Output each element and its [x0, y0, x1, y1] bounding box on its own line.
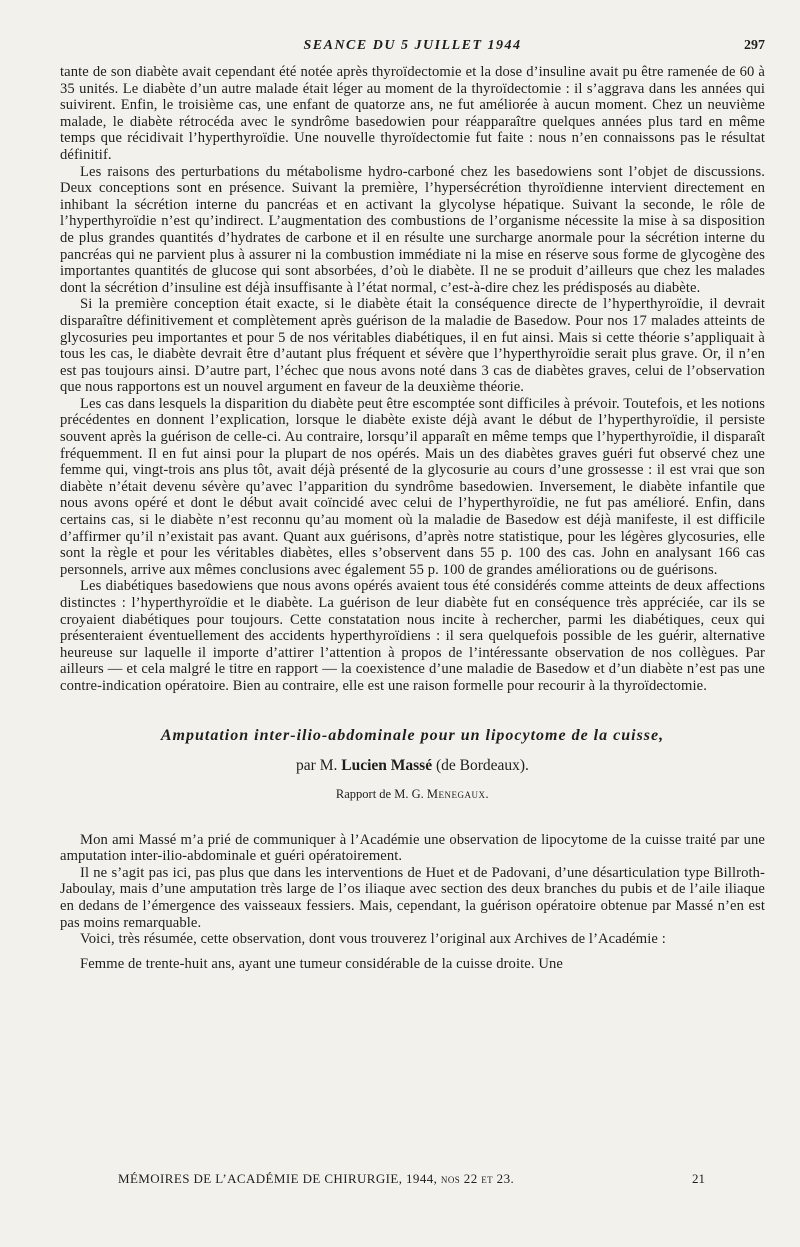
paragraph: Les cas dans lesquels la disparition du diabète peut être escomptée sont difficiles à prévoir. Toutefois, et les notions précédentes en donnent l’explication, lorsque le diabète existe déjà avant le début de l’hyperthyroïdie, il persiste souvent après la guérison de celle-ci. Au contraire, lorsqu’il apparaît en même temps que l’hyperthyroïdie, il disparaît fréquemment. Il en fut ainsi pour la plupart de nos opérés. Mais un des diabètes graves guéri fut observé chez une femme qui, vingt-trois ans plus tôt, avait déjà présenté de la glycosurie au cours d’une grossesse : il est vrai que son diabète n’était devenu sévère qu’avec l’apparition du syndrôme basedowien. Inversement, le diabète infantile que nous avons opéré et dont le début avait coïncidé avec celui de l’hyperthyroïdie, ne fut pas amélioré. Enfin, dans certains cas, si le diabète n’est reconnu qu’au moment où la maladie de Basedow est déjà manifeste, il est difficile d’affirmer qu’il n’existait pas avant. Quant aux guérisons, d’après notre statistique, pour les légères glycosuries, elle sont la règle et pour les véritables diabètes, elles s’observent dans 55 p. 100 des cas. John en analysant 166 cas personnels, arrive aux mêmes conclusions avec également 55 p. 100 de grandes améliorations ou de guérisons. [60, 395, 765, 578]
running-header [60, 38, 765, 64]
journal-citation: MÉMOIRES DE L’ACADÉMIE DE CHIRURGIE, 1944, nos 22 et 23. [118, 1171, 515, 1186]
paragraph: Si la première conception était exacte, si le diabète était la conséquence directe de l’hyperthyroïdie, il devrait disparaître définitivement et complètement après guérison de la maladie de Basedow. Pour nos 17 malades atteints de glycosuries peu importantes et pour 5 de nos véritables diabétiques, il en fut ainsi. Mais si cette théorie s’appliquait à tous les cas, le diabète devrait être d’autant plus fréquent et sévère que l’hyperthyroïdie serait plus grave. Or, il n’en est pas toujours ainsi. D’autre part, l’échec que nous avons noté dans 3 cas de diabètes graves, celui de l’observation que nous rapportons est un nouvel argument en faveur de la deuxième théorie. [60, 296, 765, 396]
byline-suffix: (de Bordeaux). [432, 756, 529, 774]
report-line [60, 787, 765, 802]
paragraph: Mon ami Massé m’a prié de communiquer à l’Académie une observation de lipocytome de la cuisse traité par une amputation inter-ilio-abdominale et guéri opératoirement. [60, 831, 765, 865]
paragraph: Les raisons des perturbations du métabolisme hydro-carboné chez les basedowiens sont l’objet de discussions. Deux conceptions sont en présence. Suivant la première, l’hypersécrétion thyroïdienne intervient directement en inhibant la sécrétion interne du pancréas et en activant la glycolyse hépatique. Suivant la seconde, le rôle de l’hyperthyroïdie n’est qu’indirect. L’augmentation des combustions de l’organisme nécessite la mise à sa disposition de plus grandes quantités d’hydrates de carbone et il en résulte une surcharge anormale pour la sécrétion interne du pancréas qui ne parvient plus à assurer ni la combustion immédiate ni la mise en réserve sous forme de glycogène des importantes quantités de glucose qui sont absorbées, d’où le diabète. Il ne se produit d’ailleurs que chez les malades dont la sécrétion d’insuline est déjà insuffisante à l’état normal, c’est-à-dire chez les prédisposés au diabète. [60, 163, 765, 296]
article [60, 727, 765, 973]
page-number: 297 [744, 38, 765, 53]
page [60, 38, 765, 972]
paragraph: Femme de trente-huit ans, ayant une tumeur considérable de la cuisse droite. Une [80, 955, 563, 972]
article-title: Amputation inter-ilio-abdominale pour un lipocytome de la cuisse, [160, 726, 665, 744]
paragraph: Les diabétiques basedowiens que nous avons opérés avaient tous été considérés comme atteints de deux affections distinctes : l’hyperthyroïdie et le diabète. La guérison de leur diabète fut en conséquence très appréciée, car ils se croyaient diabétiques pour toujours. Cette constatation nous incite à rechercher, parmi les diabétiques, ceux qui présenteraient éventuellement des accidents hyperthyroïdiens : il sera quelquefois possible de les guérir, alternative heureuse sur laquelle il importe d’attirer l’attention à propos de l’intéressante observation de nos collègues. Par ailleurs — et cela malgré le titre en rapport — la coexistence d’une maladie de Basedow et d’un diabète n’est pas une contre-indication opératoire. Bien au contraire, elle est une raison formelle pour recourir à la thyroïdectomie. [60, 578, 765, 694]
section-continuation [60, 64, 765, 695]
byline-prefix: par M. [296, 756, 342, 774]
paragraph: Voici, très résumée, cette observation, dont vous trouverez l’original aux Archives de l’Académie : [80, 931, 666, 948]
running-title: SEANCE DU 5 JUILLET 1944 [303, 38, 522, 53]
footer [60, 1171, 765, 1187]
paragraph: tante de son diabète avait cependant été notée après thyroïdectomie et la dose d’insuline avait pu être ramenée de 60 à 35 unités. Le diabète d’un autre malade était léger au moment de la thyroïdectomie : il s’aggrava dans les années qui suivirent. Enfin, le troisième cas, une enfant de quatorze ans, ne fut améliorée à aucun moment. Chez un neuvième malade, le diabète rétrocéda avec le syndrôme basedowien pour réapparaître quelques années plus tard en même temps que récidivait l’hyperthyroïdie. Une nouvelle thyroïdectomie fut faite : nous n’en connaissons pas le résultat définitif. [60, 64, 765, 163]
signature-number: 21 [692, 1171, 705, 1186]
reporter-name: Menegaux. [426, 786, 490, 801]
byline [60, 757, 765, 775]
report-prefix: Rapport de M. G. [335, 786, 427, 801]
paragraph: Il ne s’agit pas ici, pas plus que dans les interventions de Huet et de Padovani, d’une désarticulation type Billroth-Jaboulay, mais d’une amputation très large de l’os iliaque avec section des deux branches du pubis et de l’aile iliaque en dedans de l’émergence des vaisseaux fessiers. Mais, cependant, la guérison opératoire obtenue par Massé n’en est pas moins remarquable. [60, 864, 765, 931]
author-name: Lucien Massé [341, 756, 433, 774]
